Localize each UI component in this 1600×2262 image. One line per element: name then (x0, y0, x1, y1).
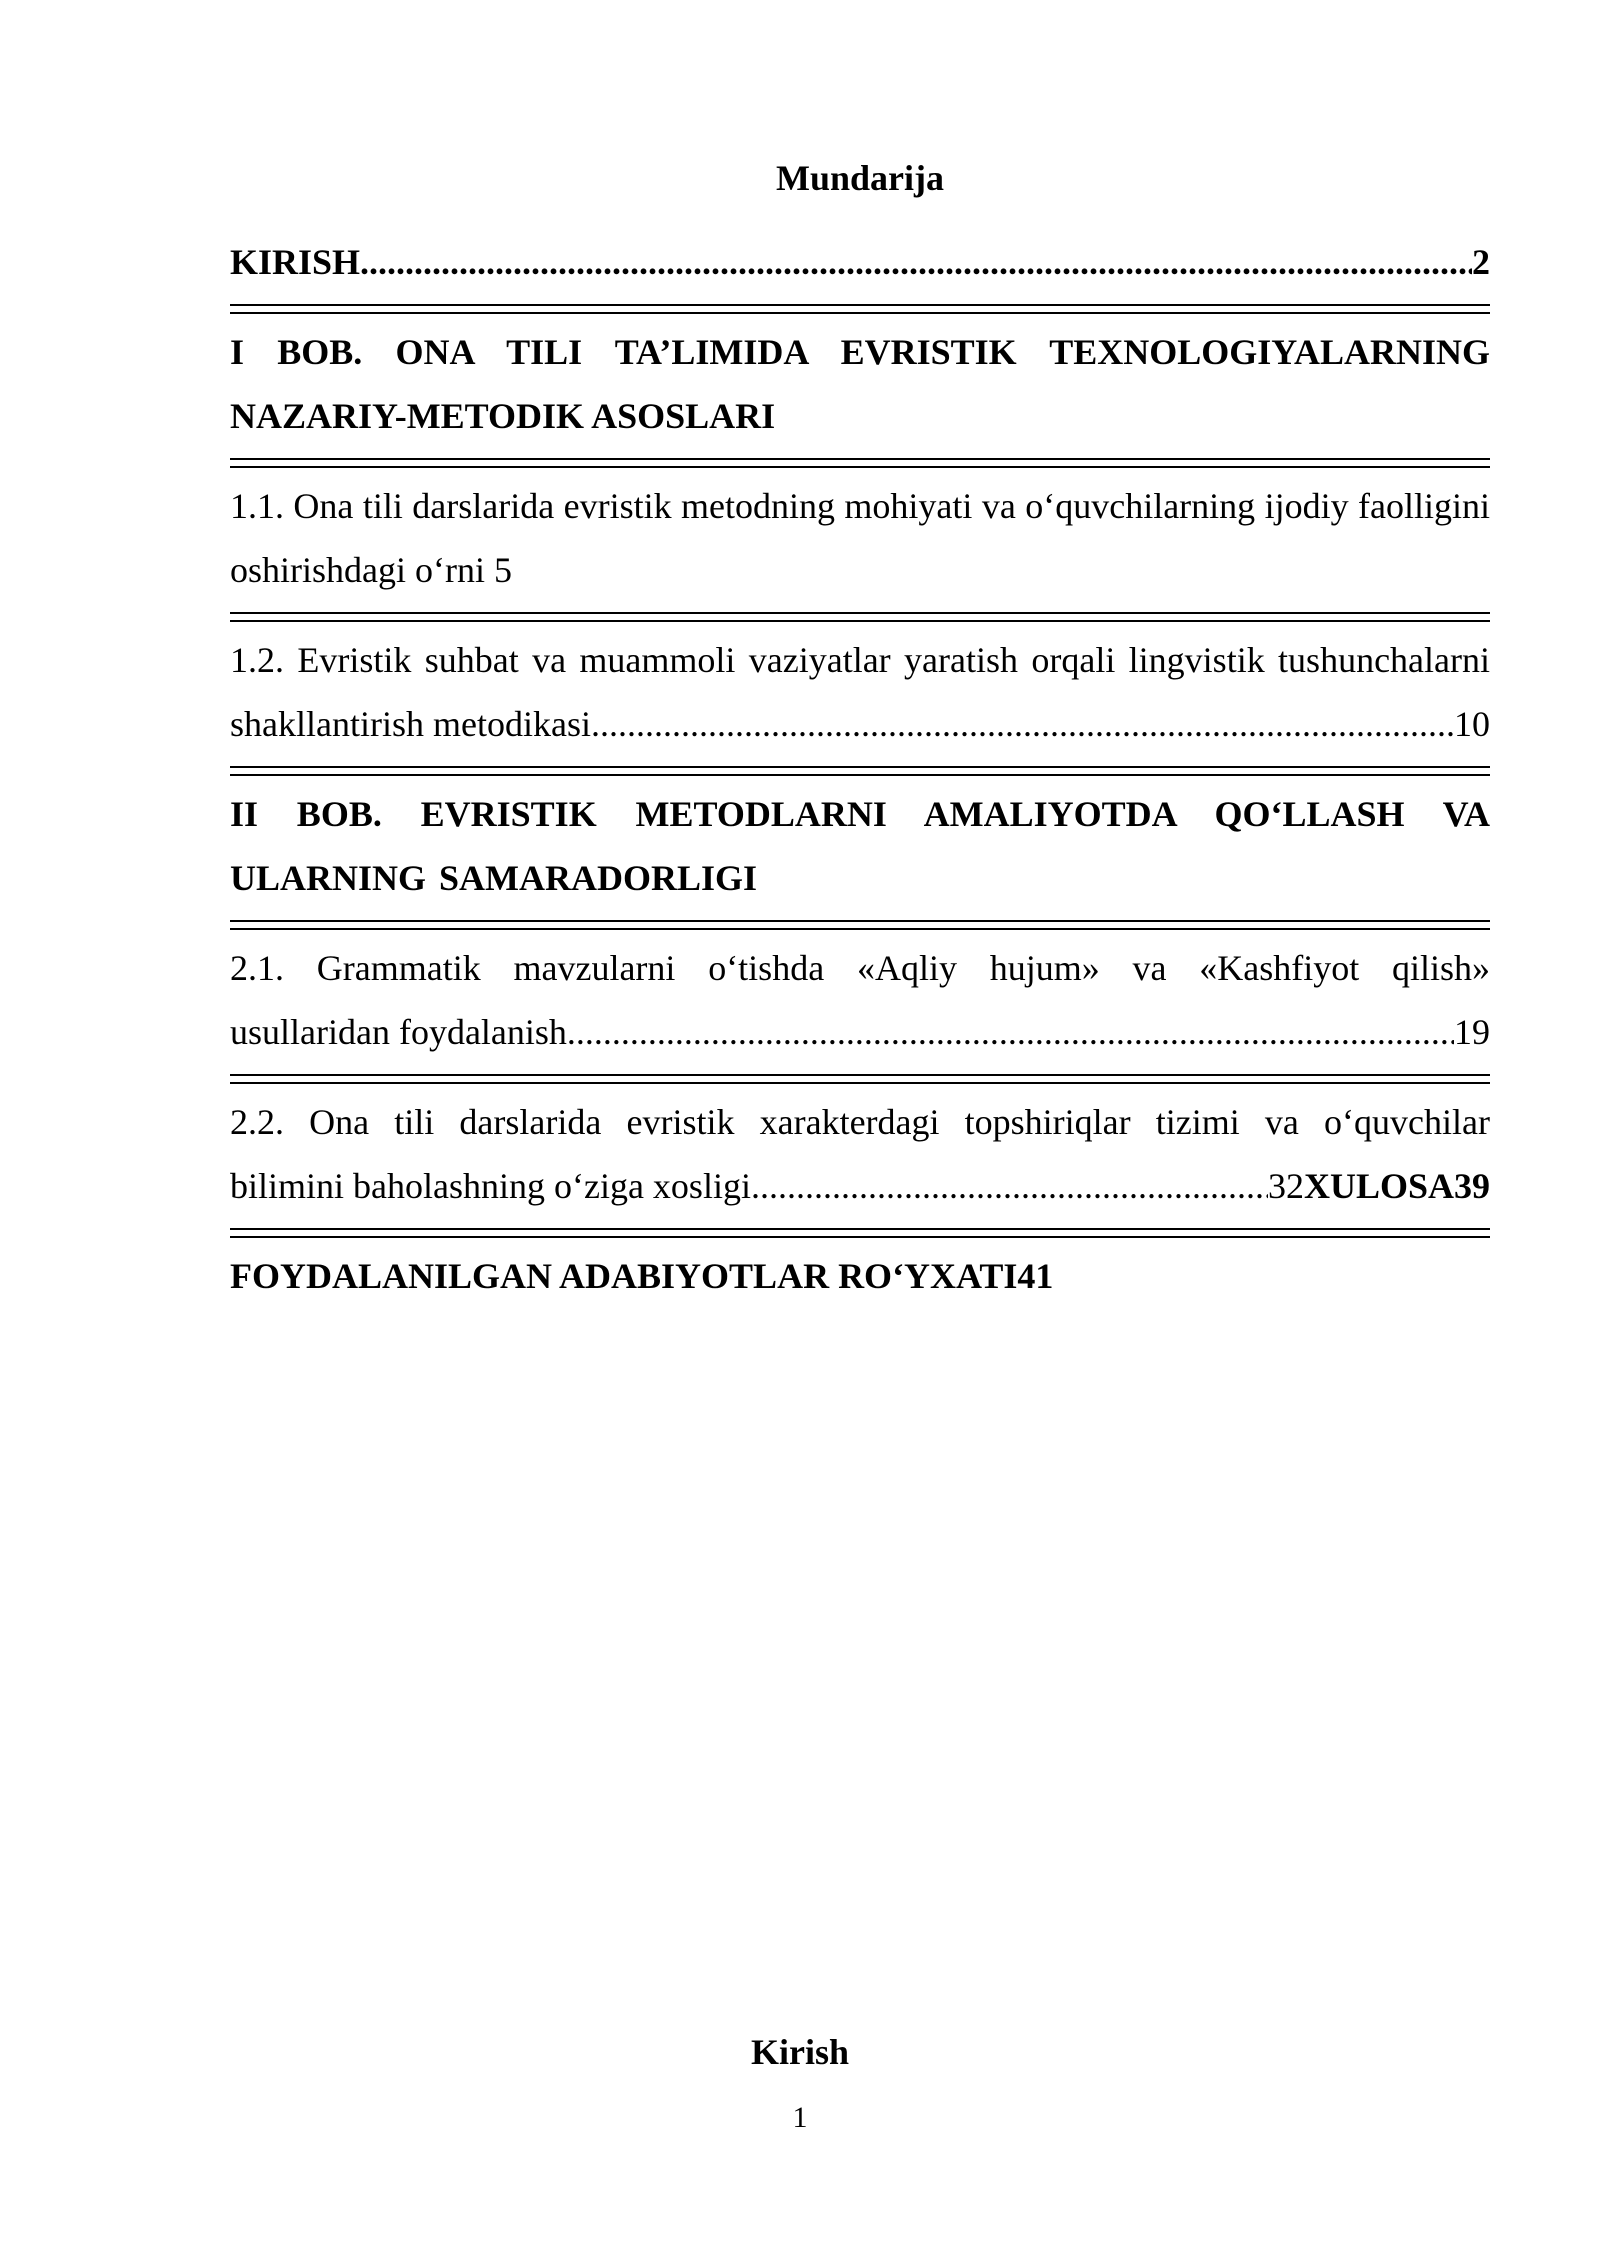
separator (230, 1228, 1490, 1238)
toc-entry-section-2-1[interactable] (230, 936, 1490, 1064)
toc-entry-page: 32 (1267, 1166, 1304, 1206)
toc-entry-label-line: usullaridan foydalanish (230, 1012, 567, 1052)
toc-entry-label-line: bilimini baholashning o‘ziga xosligi (230, 1166, 751, 1206)
toc-entry-section-2-2[interactable] (230, 1090, 1490, 1218)
toc-entry-label-line: shakllantirish metodikasi (230, 704, 591, 744)
toc-entry-label: KIRISH (230, 242, 361, 282)
toc-entry-section-1-2[interactable] (230, 628, 1490, 756)
separator (230, 920, 1490, 930)
toc-entry-label: FOYDALANILGAN ADABIYOTLAR RO‘YXATI (230, 1256, 1018, 1296)
toc-entry-page: 41 (1017, 1256, 1054, 1296)
toc-entry-xulosa[interactable]: XULOSA (1303, 1166, 1454, 1206)
dot-leader (567, 1000, 1454, 1064)
toc-entry-page: 19 (1454, 1012, 1490, 1052)
next-section-heading: Kirish (750, 2032, 849, 2072)
toc-entry-chapter-2[interactable]: II BOB. EVRISTIK METODLARNI AMALIYOTDA QO‘LLASH VA ULARNING SAMARADORLIGI (230, 794, 1490, 898)
table-of-contents (230, 150, 1490, 1308)
toc-entry-references[interactable] (230, 1244, 1490, 1308)
toc-entry-label-line: 2.2. Ona tili darslarida evristik xarakterdagi topshiriqlar tizimi va o‘quvchilar (230, 1102, 1490, 1142)
toc-entry-label-line: 1.2. Evristik suhbat va muammoli vaziyatlar yaratish orqali lingvistik tushunchalarni (230, 640, 1490, 680)
toc-entry-section-1-1[interactable]: 1.1. Ona tili darslarida evristik metodning mohiyati va o‘quvchilarning ijodiy faolligini oshirishdagi o‘rni 5 (230, 486, 1490, 590)
toc-title: Mundarija (775, 158, 944, 198)
separator (230, 1074, 1490, 1084)
toc-entry-xulosa-page: 39 (1454, 1166, 1490, 1206)
page-number: 1 (792, 2101, 808, 2134)
separator (230, 304, 1490, 314)
toc-entry-kirish[interactable] (230, 230, 1490, 294)
toc-entry-page: 2 (1472, 242, 1490, 282)
toc-entry-page: 10 (1454, 704, 1490, 744)
toc-entry-chapter-1[interactable]: I BOB. ONA TILI TA’LIMIDA EVRISTIK TEXNOLOGIYALARNING NAZARIY-METODIK ASOSLARI (230, 332, 1490, 436)
dot-leader (591, 692, 1454, 756)
dot-leader (751, 1154, 1268, 1218)
separator (230, 458, 1490, 468)
separator (230, 612, 1490, 622)
dot-leader (360, 230, 1472, 294)
separator (230, 766, 1490, 776)
toc-entry-label-line: 2.1. Grammatik mavzularni o‘tishda «Aqliy hujum» va «Kashfiyot qilish» (230, 948, 1490, 988)
